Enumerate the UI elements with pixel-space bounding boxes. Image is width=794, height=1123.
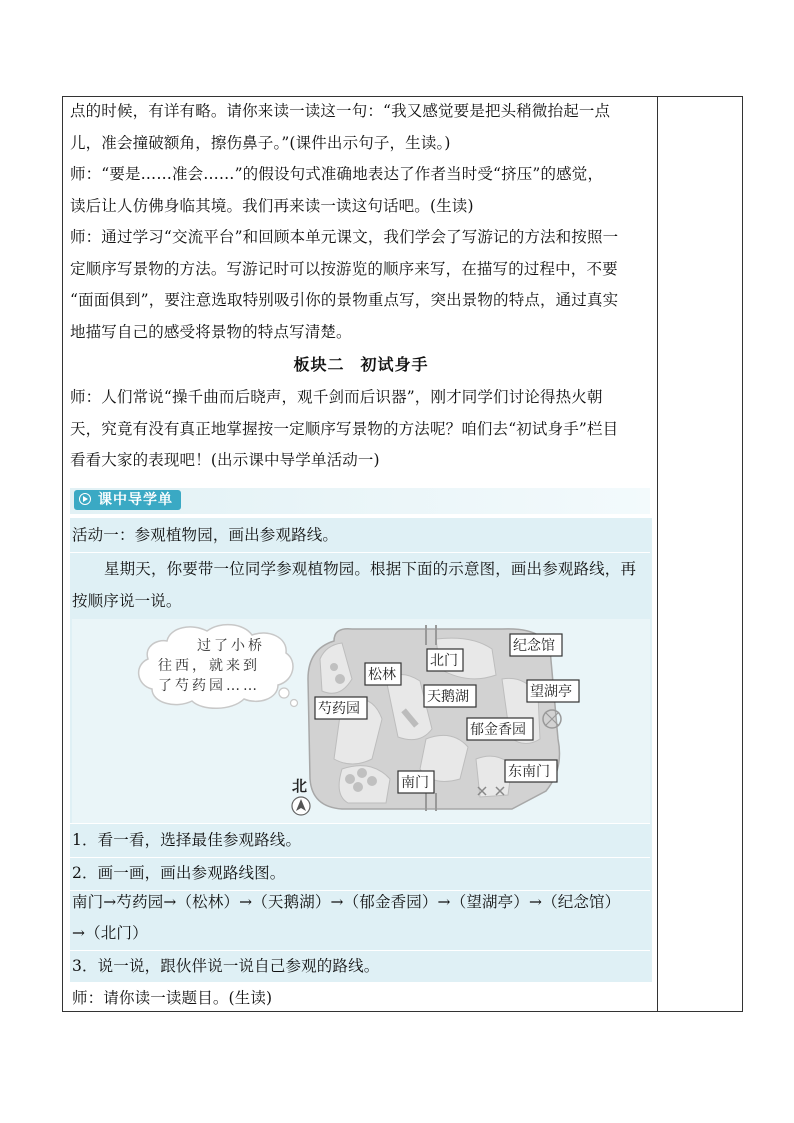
tree bbox=[345, 774, 355, 784]
paragraph-line: “面面俱到”，要注意选取特别吸引你的景物重点写，突出景物的特点，通过真实 bbox=[70, 291, 619, 309]
closing-line: 师：请你读一读题目。(生读) bbox=[72, 989, 273, 1007]
thought-line: 往西，就来到 bbox=[158, 658, 260, 674]
label-shaoyaoyuan: 芍药园 bbox=[318, 701, 360, 717]
paragraph-line: 读后让人仿佛身临其境。我们再来读一读这句话吧。(生读) bbox=[70, 196, 474, 215]
park-map bbox=[72, 619, 650, 823]
paragraph-line: 定顺序写景物的方法。写游记时可以按游览的顺序来写，在描写的过程中，不要 bbox=[70, 259, 618, 278]
step-3: 3．说一说，跟伙伴说一说自己参观的路线。 bbox=[72, 957, 380, 975]
paragraph-line: 师：“要是……准会……”的假设句式准确地表达了作者当时受“挤压”的感觉， bbox=[70, 165, 604, 183]
row-divider bbox=[70, 552, 650, 553]
paragraph-line: 点的时候，有详有略。请你来读一读这一句：“我又感觉要是把头稍微抬起一点 bbox=[70, 102, 611, 120]
paragraph-line: 儿，准会撞破额角，擦伤鼻子。”(课件出示句子，生读。) bbox=[70, 133, 451, 152]
route-line: →（北门） bbox=[72, 924, 148, 942]
column-divider bbox=[657, 96, 658, 1012]
paragraph-line: 地描写自己的感受将景物的特点写清楚。 bbox=[70, 322, 352, 341]
route-line: 南门→芍药园→（松林）→（天鹅湖）→（郁金香园）→（望湖亭）→（纪念馆） bbox=[72, 893, 621, 911]
label-beimen: 北门 bbox=[430, 653, 458, 669]
label-yujinxiangyuan: 郁金香园 bbox=[470, 722, 526, 738]
map-area bbox=[72, 619, 650, 823]
paragraph-line: 师：人们常说“操千曲而后晓声，观千剑而后识器”，刚才同学们讨论得热火朝 bbox=[70, 388, 603, 406]
tree bbox=[367, 776, 377, 786]
step-1: 1．看一看，选择最佳参观路线。 bbox=[72, 831, 302, 849]
tree bbox=[335, 674, 345, 684]
activity-title: 活动一：参观植物园，画出参观路线。 bbox=[72, 526, 339, 544]
step-2: 2．画一画，画出参观路线图。 bbox=[72, 864, 286, 882]
thought-bubble bbox=[139, 625, 298, 709]
paragraph-line: 看看大家的表现吧！(出示课中导学单活动一) bbox=[70, 451, 380, 469]
label-songlin: 松林 bbox=[368, 667, 396, 683]
label-tianehu: 天鹅湖 bbox=[427, 689, 469, 705]
guide-label: 课中导学单 bbox=[98, 492, 173, 508]
paragraph-line: 天，究竟有没有真正地掌握按一定顺序写景物的方法呢？咱们去“初试身手”栏目 bbox=[70, 419, 619, 438]
activity-desc: 按顺序说一说。 bbox=[72, 592, 182, 610]
section-heading bbox=[70, 348, 652, 382]
tree bbox=[357, 768, 367, 778]
label-dongnanmen: 东南门 bbox=[508, 764, 550, 780]
north-label: 北 bbox=[292, 777, 308, 795]
row-divider bbox=[70, 823, 650, 824]
bubble-dot bbox=[279, 688, 289, 698]
compass bbox=[292, 777, 310, 815]
tree bbox=[353, 782, 363, 792]
thought-line: 过了小桥 bbox=[197, 638, 265, 654]
section-part: 板块二 bbox=[293, 355, 345, 374]
main-content bbox=[70, 96, 652, 477]
guide-bar bbox=[70, 488, 650, 514]
guide-tag bbox=[74, 490, 181, 510]
section-title: 初试身手 bbox=[360, 355, 429, 374]
label-nanmen: 南门 bbox=[401, 775, 429, 791]
activity-desc: 星期天，你要带一位同学参观植物园。根据下面的示意图，画出参观路线，再 bbox=[104, 560, 637, 578]
play-icon bbox=[79, 493, 91, 505]
tree bbox=[330, 663, 338, 671]
bubble-dot bbox=[291, 700, 298, 707]
thought-line: 了芍药园…… bbox=[158, 678, 260, 694]
label-wanghuting: 望湖亭 bbox=[530, 684, 572, 700]
label-jinianguan: 纪念馆 bbox=[513, 638, 555, 654]
paragraph-line: 师：通过学习“交流平台”和回顾本单元课文，我们学会了写游记的方法和按照一 bbox=[70, 228, 619, 246]
